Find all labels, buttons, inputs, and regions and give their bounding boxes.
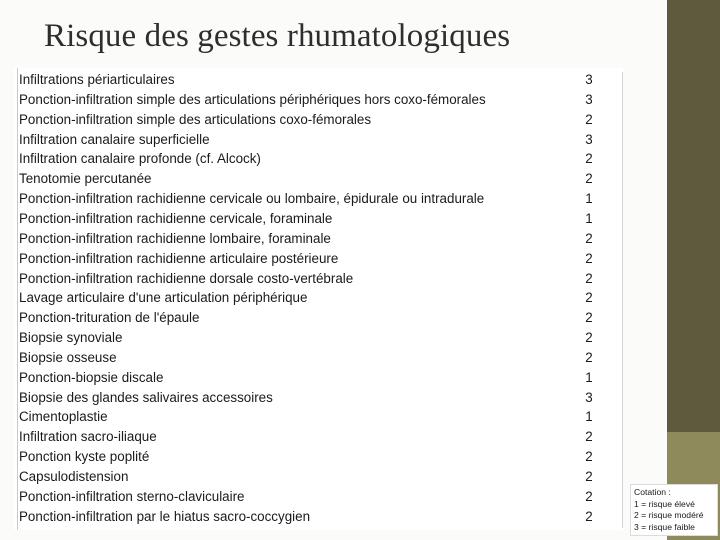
risk-score: 2 (585, 151, 593, 167)
risk-score: 3 (585, 72, 593, 87)
procedure-label: Biopsie synoviale (19, 330, 123, 346)
risk-score: 2 (585, 508, 593, 524)
table-row (19, 130, 619, 150)
procedure-label: Ponction-trituration de l'épaule (19, 310, 200, 326)
procedure-label: Ponction-infiltration rachidienne articulaire postérieure (19, 250, 339, 266)
procedure-label: Ponction-infiltration simple des articulations coxo-fémorales (19, 111, 372, 127)
table-row (19, 427, 619, 447)
risk-score: 3 (585, 91, 593, 107)
procedure-label: Ponction-infiltration sterno-claviculaire (19, 488, 245, 504)
risk-score: 2 (585, 230, 593, 246)
table-row (19, 110, 619, 130)
risk-score: 2 (585, 111, 593, 127)
risk-score: 2 (585, 429, 593, 445)
side-accent-bar-dark (667, 0, 720, 432)
legend-line-1: 1 = risque élevé (634, 498, 695, 509)
table-row (19, 348, 619, 368)
procedure-label: Infiltration canalaire superficielle (19, 131, 210, 147)
table-row (19, 447, 619, 467)
procedure-label: Ponction-infiltration rachidienne cervicale, foraminale (19, 210, 333, 226)
risk-score: 3 (585, 389, 593, 405)
table-row (19, 70, 619, 90)
procedure-label: Ponction kyste poplité (19, 449, 150, 465)
table-row (19, 288, 619, 308)
procedure-label: Ponction-infiltration par le hiatus sacro-coccygien (19, 508, 311, 524)
legend-line-3: 3 = risque faible (634, 521, 695, 532)
table-row (19, 249, 619, 269)
legend-box (630, 484, 718, 536)
risk-score: 2 (585, 349, 593, 365)
procedure-label: Cimentoplastie (19, 409, 108, 425)
table-row (19, 308, 619, 328)
risk-score: 2 (585, 290, 593, 306)
risk-score: 2 (585, 171, 593, 187)
legend-heading: Cotation : (634, 487, 671, 497)
procedure-label: Ponction-biopsie discale (19, 369, 164, 385)
risk-score: 3 (585, 131, 593, 147)
table-row (19, 368, 619, 388)
procedure-label: Biopsie osseuse (19, 349, 117, 365)
procedure-label: Ponction-infiltration rachidienne lombaire, foraminale (19, 230, 331, 246)
risk-score: 2 (585, 270, 593, 286)
procedure-label: Capsulodistension (19, 469, 129, 484)
slide-title: Risque des gestes rhumatologiques (44, 18, 511, 54)
table-row (19, 407, 619, 427)
procedure-label: Biopsie des glandes salivaires accessoires (19, 389, 273, 405)
table-row (19, 507, 619, 527)
table-row (19, 149, 619, 169)
risk-score: 1 (585, 369, 593, 385)
table-row (19, 487, 619, 507)
procedure-label: Ponction-infiltration rachidienne dorsale costo-vertébrale (19, 270, 354, 286)
table-row (19, 229, 619, 249)
risk-score: 1 (585, 191, 593, 207)
table-row (19, 90, 619, 110)
risk-score: 1 (585, 409, 593, 425)
risk-score: 2 (585, 469, 593, 484)
table-right-border (622, 72, 623, 528)
legend-line-2: 2 = risque modéré (634, 510, 704, 520)
procedure-label: Ponction-infiltration rachidienne cervicale ou lombaire, épidurale ou intradurale (19, 191, 485, 207)
table-row (19, 209, 619, 229)
risk-score: 2 (585, 330, 593, 346)
table-row (19, 189, 619, 209)
procedure-label: Infiltration sacro-iliaque (19, 429, 157, 445)
table-row (19, 328, 619, 348)
procedure-label: Tenotomie percutanée (19, 171, 152, 187)
procedure-label: Lavage articulaire d'une articulation périphérique (19, 290, 308, 306)
procedure-label: Infiltration canalaire profonde (cf. Alcock) (19, 151, 261, 167)
risk-score: 1 (585, 210, 593, 226)
risk-score: 2 (585, 250, 593, 266)
table-row (19, 269, 619, 289)
table-left-border (17, 68, 18, 530)
procedure-label: Infiltrations périarticulaires (19, 72, 175, 87)
table-row (19, 467, 619, 487)
table-row (19, 169, 619, 189)
table-row (19, 388, 619, 408)
risk-score: 2 (585, 488, 593, 504)
procedure-label: Ponction-infiltration simple des articulations périphériques hors coxo-fémorales (19, 91, 486, 107)
risk-score: 2 (585, 310, 593, 326)
risk-score: 2 (585, 449, 593, 465)
